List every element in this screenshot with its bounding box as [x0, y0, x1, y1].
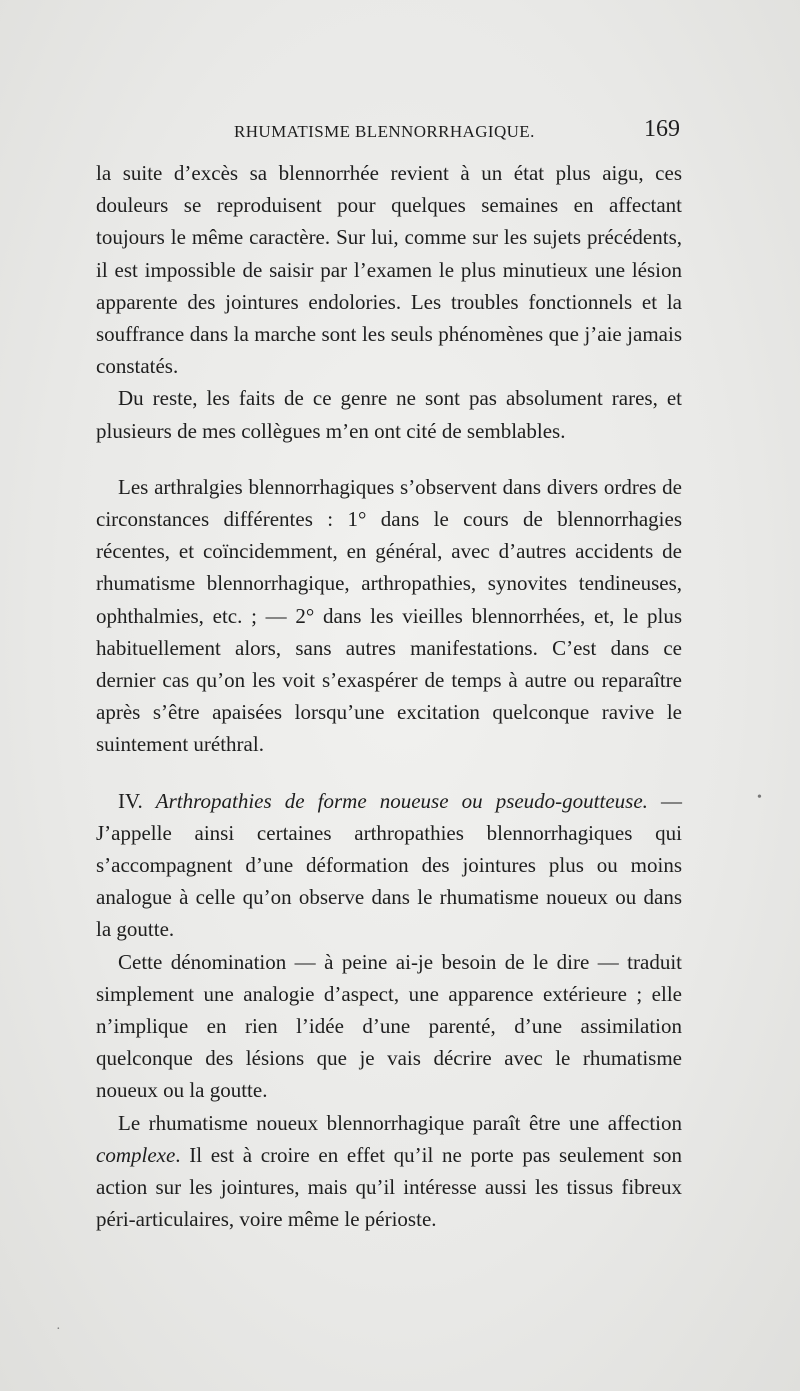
page-number: 169: [644, 116, 680, 142]
paragraph-denomination: Cette dénomination — à peine ai-je besoin de le dire — traduit simplement une analogie d’aspect, une apparence extérieure ; elle n’implique en rien l’idée d’une parenté, d’une assimilation quelconque des lésions que je vais décrire avec le rhumatisme noueux ou la goutte.: [96, 949, 682, 1103]
ink-speck: •: [757, 790, 762, 805]
paragraph-rhumatisme-noueux: [96, 1107, 682, 1236]
page-header: [96, 116, 686, 146]
section-intro: — J’appelle ainsi certaines arthropathies blennorrhagiques qui s’accompagnent d’une déformation des jointures plus ou moins analogue à celle qu’on observe dans le rhumatisme noueux ou dans la goutte.: [96, 788, 682, 942]
paragraph-text-end: . Il est à croire en effet qu’il ne porte pas seulement son action sur les jointures, mais qu’il intéresse aussi les tissus fibreux péri-articulaires, voire même le périoste.: [96, 1142, 682, 1232]
ink-speck: ·: [56, 1322, 61, 1337]
paragraph-du-reste: Du reste, les faits de ce genre ne sont pas absolument rares, et plusieurs de mes collègues m’en ont cité de semblables.: [96, 386, 682, 443]
paragraph-continuation: la suite d’excès sa blennorrhée revient à un état plus aigu, ces douleurs se reproduisent pour quelques semaines en affectant toujours le même caractère. Sur lui, comme sur les sujets précédents, il est impossible de saisir par l’examen le plus minutieux une lésion apparente des jointures endolories. Les troubles fonctionnels et la souffrance dans la marche sont les seuls phénomènes que j’aie jamais constatés.: [96, 161, 682, 379]
paragraph-section-iv: [96, 785, 682, 946]
section-number: IV.: [118, 788, 156, 813]
body-text: [96, 157, 682, 1236]
section-title: Arthropathies de forme noueuse ou pseudo-goutteuse.: [155, 788, 648, 813]
paragraph-arthralgies: Les arthralgies blennorrhagiques s’observent dans divers ordres de circonstances différentes : 1° dans le cours de blennorrhagies récentes, et coïncidemment, en général, avec d’autres accidents de rhumatisme blennorrhagique, arthropathies, synovites tendineuses, ophthalmies, etc. ; — 2° dans les vieilles blennorrhées, et, le plus habituellement alors, sans autres manifestations. C’est dans ce dernier cas qu’on les voit s’exaspérer de temps à autre ou reparaître après s’être apaisées lorsqu’une excitation quelconque ravive le suintement uréthral.: [96, 474, 682, 757]
paragraph-text-start: Le rhumatisme noueux blennorrhagique paraît être une affection: [118, 1110, 682, 1135]
emphasis-complexe: complexe: [96, 1142, 176, 1167]
running-title: RHUMATISME BLENNORRHAGIQUE.: [234, 122, 535, 141]
